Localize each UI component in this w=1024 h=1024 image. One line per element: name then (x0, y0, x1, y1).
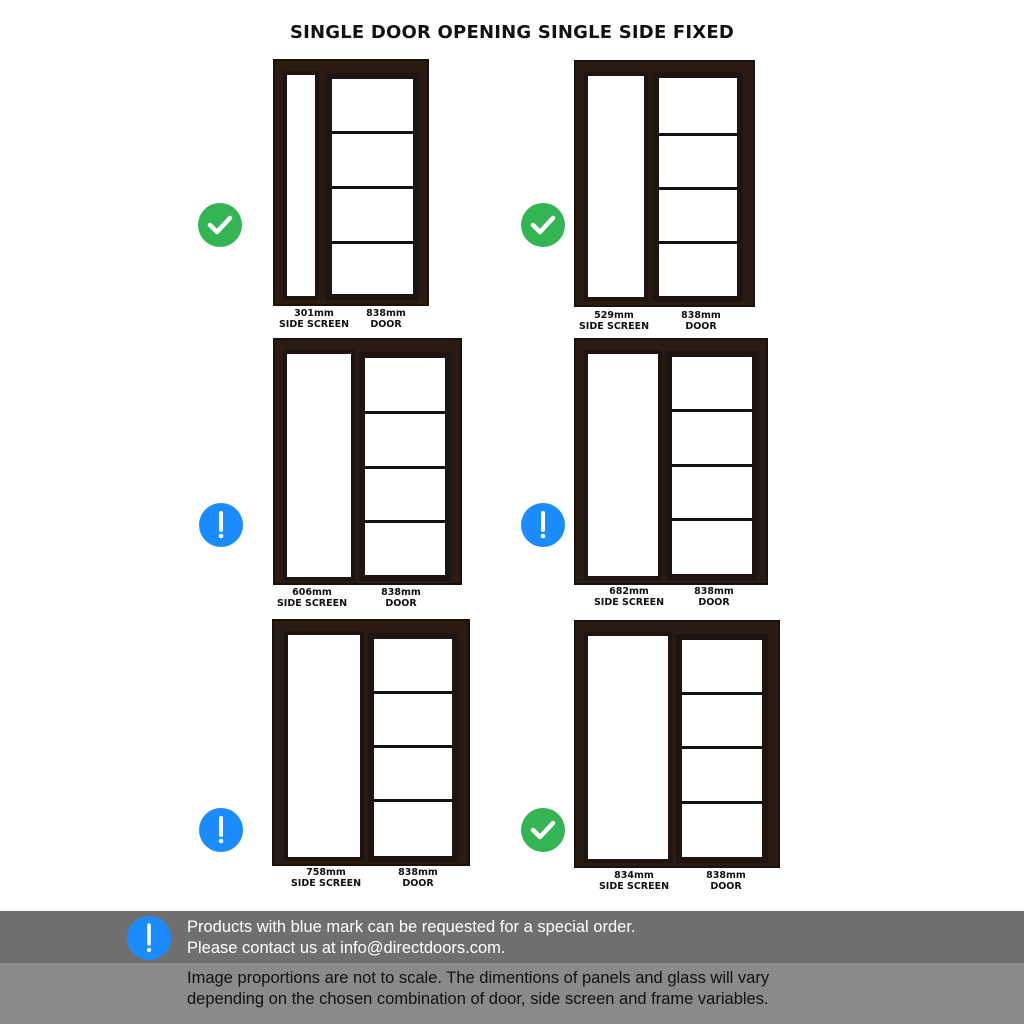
side-screen-panel (584, 632, 672, 863)
side-screen-panel (284, 631, 364, 861)
door-panel (653, 72, 743, 302)
door-frame (273, 338, 462, 585)
exclamation-icon (199, 503, 243, 547)
side-screen-dimension: 758mm SIDE SCREEN (290, 867, 362, 889)
side-screen-dimension: 834mm SIDE SCREEN (598, 870, 670, 892)
door-dimension: 838mm DOOR (706, 870, 746, 892)
disclaimer-line-2: depending on the chosen combination of door, side screen and frame variables. (187, 990, 769, 1008)
exclamation-icon (199, 808, 243, 852)
door-panel (326, 73, 419, 300)
side-screen-dimension: 529mm SIDE SCREEN (578, 310, 650, 332)
special-order-notice: Products with blue mark can be requested for a special order. (187, 918, 636, 936)
exclamation-icon (521, 503, 565, 547)
door-panel (666, 351, 758, 580)
door-dimension: 838mm DOOR (366, 308, 406, 330)
door-panel (359, 352, 451, 581)
side-screen-panel (283, 350, 355, 581)
door-panel (368, 633, 458, 862)
side-screen-panel (584, 72, 648, 301)
exclamation-icon (127, 916, 171, 960)
door-dimension: 838mm DOOR (681, 310, 721, 332)
disclaimer-line-1: Image proportions are not to scale. The dimentions of panels and glass will vary (187, 969, 770, 987)
door-frame (273, 59, 429, 306)
contact-email-notice: Please contact us at info@directdoors.com. (187, 939, 506, 957)
check-icon (198, 203, 242, 247)
door-dimension: 838mm DOOR (694, 586, 734, 608)
door-dimension: 838mm DOOR (381, 587, 421, 609)
side-screen-panel (283, 71, 319, 300)
page-title: SINGLE DOOR OPENING SINGLE SIDE FIXED (289, 22, 735, 43)
side-screen-dimension: 682mm SIDE SCREEN (593, 586, 665, 608)
door-frame (272, 619, 470, 866)
door-frame (574, 620, 780, 868)
door-panel (676, 634, 768, 863)
side-screen-dimension: 606mm SIDE SCREEN (276, 587, 348, 609)
side-screen-panel (584, 350, 662, 580)
check-icon (521, 203, 565, 247)
door-dimension: 838mm DOOR (398, 867, 438, 889)
check-icon (521, 808, 565, 852)
side-screen-dimension: 301mm SIDE SCREEN (278, 308, 350, 330)
door-frame (574, 60, 755, 307)
door-frame (574, 338, 768, 585)
